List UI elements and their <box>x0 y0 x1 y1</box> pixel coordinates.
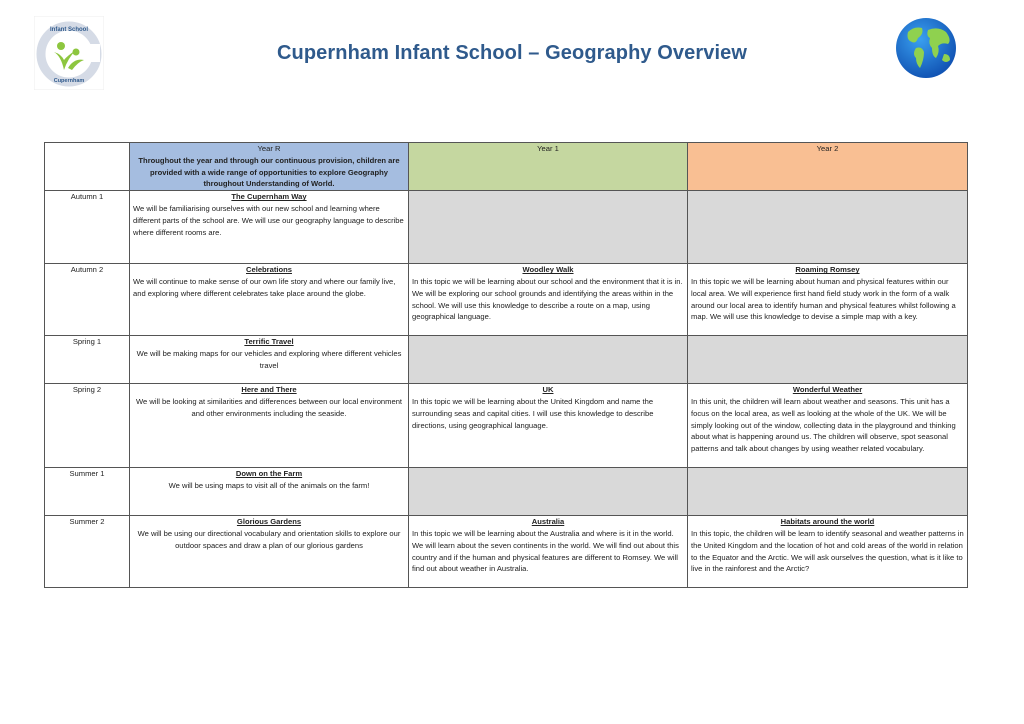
topic-cell-year-1 <box>409 516 688 588</box>
topic-cell-year-2 <box>688 264 968 336</box>
column-header-year-1 <box>409 143 688 191</box>
topic-text: We will be making maps for our vehicles and exploring where different vehicles travel <box>136 348 402 370</box>
topic-text: In this unit, the children will learn about weather and seasons. This unit has a focus on the local area, as well as looking at the whole of the UK. We will be simply looking out of the window, collecting data in the playground and thinking about what is happening around us. The children will observe, spot seasonal patterns and talk about changes by using weather related vocabulary. <box>691 396 956 454</box>
topic-cell-year-r <box>130 516 409 588</box>
topic-title: Woodley Walk <box>522 265 574 275</box>
topic-title: Down on the Farm <box>235 469 303 479</box>
topic-title: Glorious Gardens <box>236 517 302 527</box>
topic-text: In this topic we will be learning about the Australia and where is it in the world. We will learn about the seven continents in the world. We will find out about this country and if the human and physical features are different to Romsey. We will find out about weather in Australia. <box>412 528 679 574</box>
topic-cell-year-r <box>130 384 409 468</box>
topic-text: In this topic, the children will be learn to identify seasonal and weather patterns in the United Kingdom and the location of hot and cold areas of the world in relation to the Equator and the Arctic. We will ask ourselves the question, what is it like to live in the rainforest and the Arctic? <box>691 528 964 574</box>
topic-cell-year-r <box>130 468 409 516</box>
column-header-year-r <box>130 143 409 191</box>
geography-overview-table <box>44 142 968 588</box>
term-label: Autumn 2 <box>45 264 130 336</box>
topic-title: Celebrations <box>246 265 292 275</box>
svg-text:Infant School: Infant School <box>50 27 88 33</box>
empty-cell-year-1 <box>409 191 688 264</box>
topic-title: Australia <box>531 517 565 527</box>
topic-cell-year-1 <box>409 384 688 468</box>
table-row <box>45 191 968 264</box>
topic-text: We will continue to make sense of our own life story and where our family live, and exploring where different celebrates take place around the globe. <box>133 276 396 298</box>
svg-text:Cupernham: Cupernham <box>53 78 85 84</box>
table-row <box>45 384 968 468</box>
topic-cell-year-r <box>130 336 409 384</box>
topic-text: In this topic we will be learning about the United Kingdom and name the surrounding seas and capital cities. I will use this knowledge to describe directions, using geographical language. <box>412 396 654 430</box>
column-header-year-2 <box>688 143 968 191</box>
topic-text: We will be looking at similarities and differences between our local environment and other environments including the seaside. <box>135 396 403 418</box>
topic-text: We will be using maps to visit all of the animals on the farm! <box>168 480 370 490</box>
term-label: Summer 2 <box>45 516 130 588</box>
term-label: Spring 2 <box>45 384 130 468</box>
topic-title: The Cupernham Way <box>231 192 307 202</box>
topic-text: We will be using our directional vocabulary and orientation skills to explore our outdoor spaces and draw a plan of our glorious gardens <box>137 528 401 550</box>
topic-title: Habitats around the world <box>780 517 875 527</box>
table-row <box>45 264 968 336</box>
term-label: Summer 1 <box>45 468 130 516</box>
topic-cell-year-r <box>130 264 409 336</box>
topic-text: In this topic we will be learning about our school and the environment that it is in. We will be exploring our school grounds and identifying the areas within in the school. We will use this knowledge to describe a route on a map, using geographical language. <box>412 276 683 322</box>
topic-title: Roaming Romsey <box>795 265 860 275</box>
topic-title: Here and There <box>241 385 297 395</box>
page-title: Cupernham Infant School – Geography Overview <box>276 42 748 64</box>
topic-cell-year-1 <box>409 264 688 336</box>
term-label: Spring 1 <box>45 336 130 384</box>
empty-cell-year-1 <box>409 468 688 516</box>
topic-title: UK <box>542 385 554 395</box>
column-label: Year 1 <box>537 144 559 153</box>
table-row <box>45 516 968 588</box>
empty-cell-year-1 <box>409 336 688 384</box>
globe-icon <box>894 16 958 80</box>
column-label: Year 2 <box>816 144 839 153</box>
empty-cell-year-2 <box>688 191 968 264</box>
topic-title: Terrific Travel <box>244 337 294 347</box>
topic-cell-year-2 <box>688 384 968 468</box>
topic-cell-year-r <box>130 191 409 264</box>
column-note: Throughout the year and through our continuous provision, children are provided with a wide range of opportunities to explore Geography throughout Understanding of World. <box>138 155 400 189</box>
column-label: Year R <box>257 144 281 153</box>
term-label: Autumn 1 <box>45 191 130 264</box>
topic-text: In this topic we will be learning about human and physical features within our local area. We will experience first hand field study work in the form of a walk around our local area to identify human and physical features whilst following a map. We will use this knowledge to devise a simple map with a key. <box>691 276 956 322</box>
topic-text: We will be familiarising ourselves with our new school and learning where different parts of the school are. We will use our geography language to describe where different rooms are. <box>133 203 404 237</box>
empty-cell-year-2 <box>688 468 968 516</box>
table-row <box>45 468 968 516</box>
corner-cell <box>45 143 130 191</box>
topic-title: Wonderful Weather <box>792 385 863 395</box>
header-row <box>45 143 968 191</box>
empty-cell-year-2 <box>688 336 968 384</box>
table-row <box>45 336 968 384</box>
topic-cell-year-2 <box>688 516 968 588</box>
